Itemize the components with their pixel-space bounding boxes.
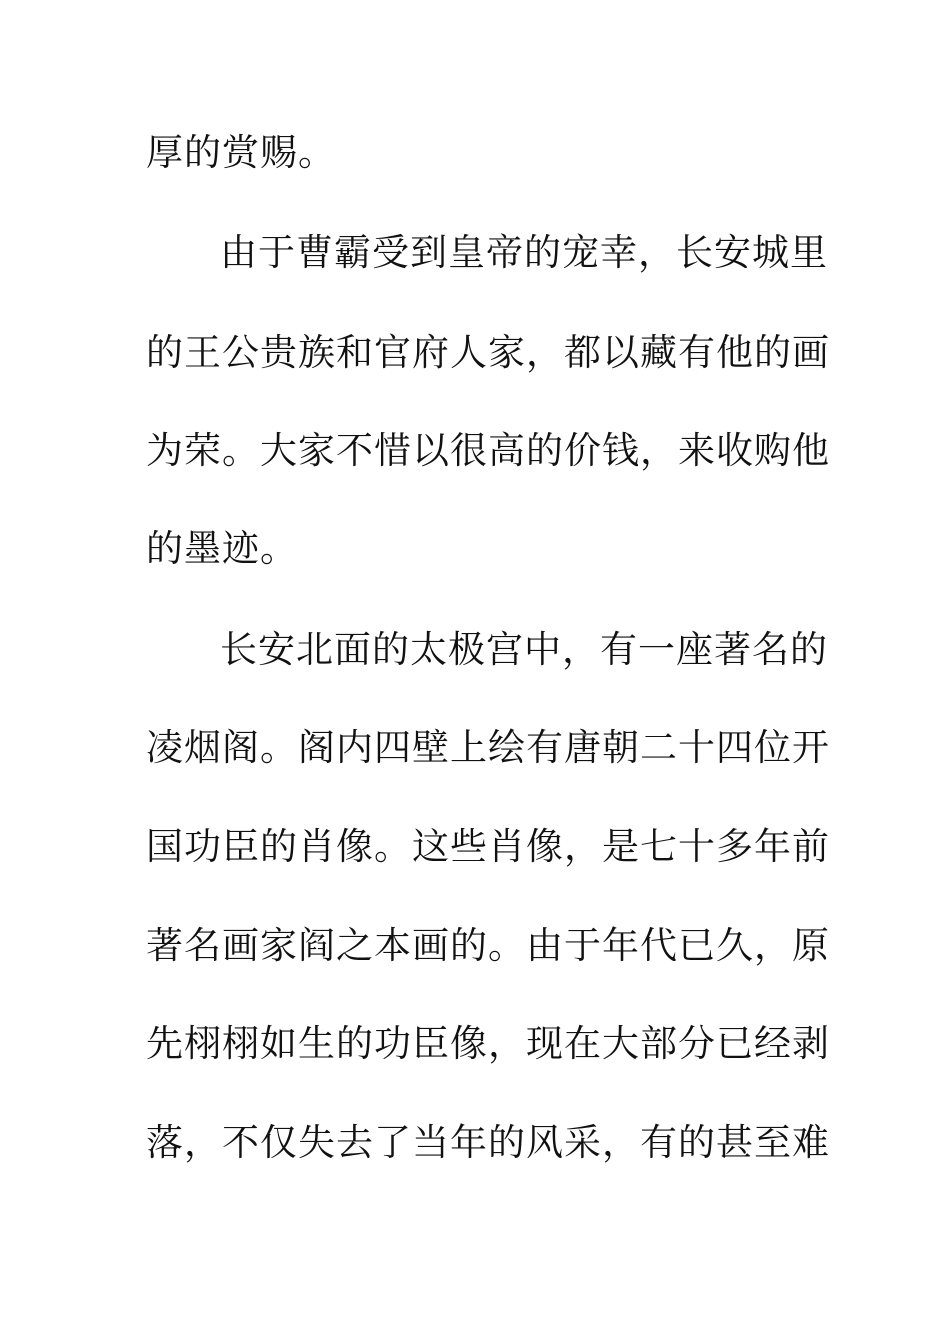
text-line-2: 由于曹霸受到皇帝的宠幸，长安城里 [220,231,828,274]
text-line-7: 凌烟阁。阁内四壁上绘有唐朝二十四位开 [146,726,830,769]
text-line-3: 的王公贵族和官府人家，都以藏有他的画 [146,331,830,374]
text-line-10: 先栩栩如生的功臣像，现在大部分已经剥 [146,1022,830,1065]
text-line-4: 为荣。大家不惜以很高的价钱，来收购他 [146,429,830,472]
text-line-11: 落，不仅失去了当年的风采，有的甚至难 [146,1121,830,1164]
text-line-1: 厚的赏赐。 [146,131,336,174]
text-line-8: 国功臣的肖像。这些肖像，是七十多年前 [146,825,830,868]
text-line-5: 的墨迹。 [146,527,298,570]
text-line-9: 著名画家阎之本画的。由于年代已久，原 [146,924,830,967]
text-line-6: 长安北面的太极宫中，有一座著名的 [220,628,828,671]
